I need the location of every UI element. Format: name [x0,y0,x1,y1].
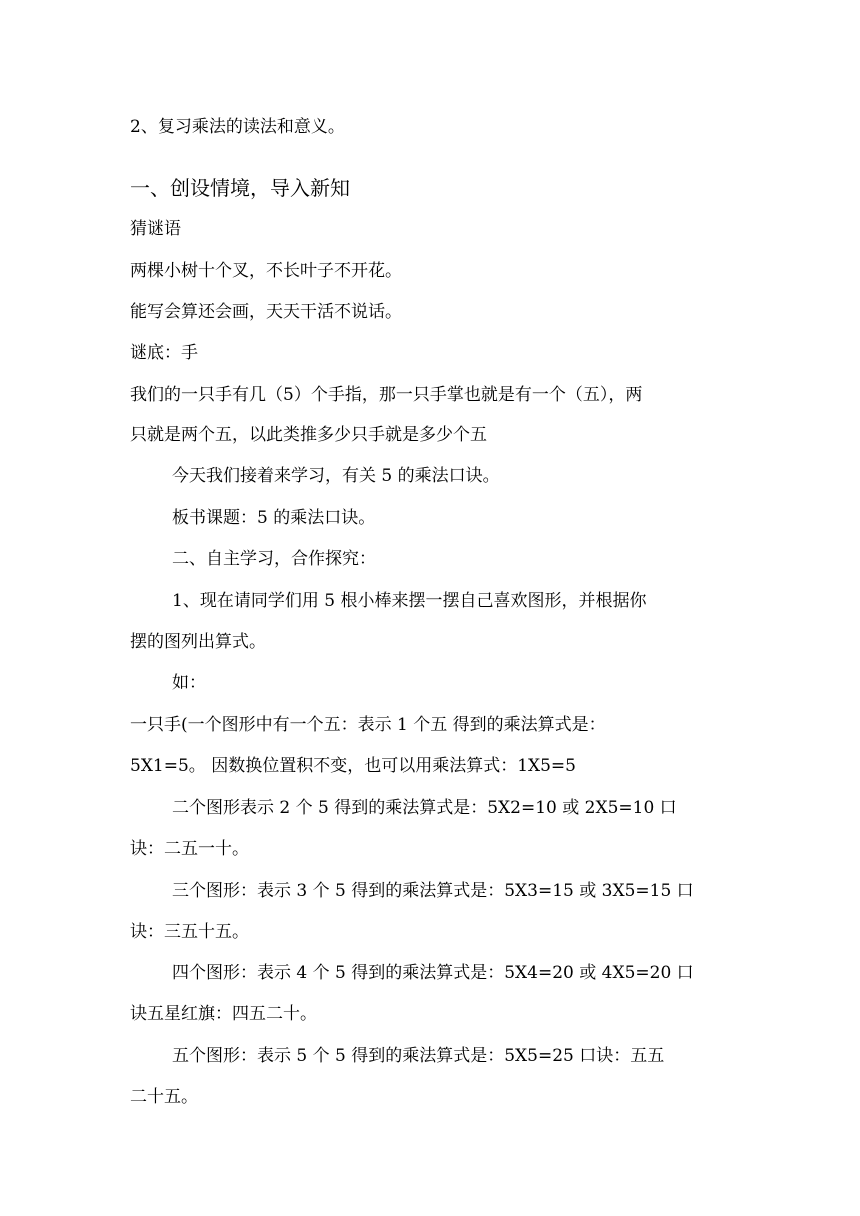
riddle-answer: 谜底：手 [130,343,198,363]
paragraph-line: 1、现在请同学们用 5 根小棒来摆一摆自己喜欢图形，并根据你 [172,591,647,611]
paragraph-line: 诀：二五一十。 [130,839,249,859]
paragraph-line: 5X1=5。 因数换位置积不变，也可以用乘法算式：1X5=5 [130,756,576,776]
example-label: 如： [172,673,206,693]
paragraph-line: 诀：三五十五。 [130,922,249,942]
section-heading-1: 一、创设情境，导入新知 [130,176,350,200]
paragraph-line: 摆的图列出算式。 [130,632,266,652]
riddle-line-2: 能写会算还会画，天天干活不说话。 [130,302,402,322]
paragraph-line: 四个图形：表示 4 个 5 得到的乘法算式是：5X4=20 或 4X5=20 口 [172,963,694,983]
paragraph-line: 二个图形表示 2 个 5 得到的乘法算式是：5X2=10 或 2X5=10 口 [172,798,677,818]
board-title: 板书课题：5 的乘法口诀。 [172,508,376,528]
paragraph-line: 诀五星红旗：四五二十。 [130,1004,317,1024]
paragraph-line: 五个图形：表示 5 个 5 得到的乘法算式是：5X5=25 口诀：五五 [172,1046,665,1066]
review-line: 2、复习乘法的读法和意义。 [130,117,345,137]
paragraph-line: 只就是两个五，以此类推多少只手就是多少个五 [130,425,487,445]
paragraph-line: 二十五。 [130,1087,198,1107]
riddle-label: 猜谜语 [130,219,181,239]
paragraph-line: 今天我们接着来学习，有关 5 的乘法口诀。 [172,466,500,486]
section-heading-2: 二、自主学习，合作探究： [172,549,376,569]
paragraph-line: 我们的一只手有几（5）个手指，那一只手掌也就是有一个（五），两 [130,385,643,405]
paragraph-line: 一只手(一个图形中有一个五：表示 1 个五 得到的乘法算式是： [130,715,606,735]
riddle-line-1: 两棵小树十个叉，不长叶子不开花。 [130,261,402,281]
paragraph-line: 三个图形：表示 3 个 5 得到的乘法算式是：5X3=15 或 3X5=15 口 [172,881,694,901]
